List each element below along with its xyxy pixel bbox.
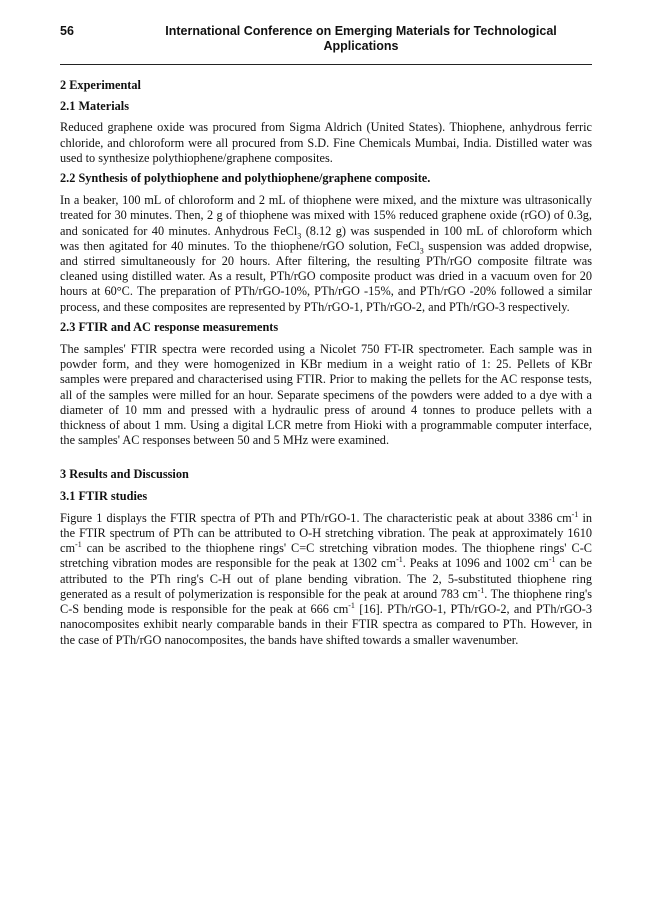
subsection-heading-synthesis: 2.2 Synthesis of polythiophene and polythiophene/graphene composite. (60, 171, 431, 186)
section-heading-results: 3 Results and Discussion (60, 467, 189, 482)
document-body (60, 78, 592, 648)
subscript: 3 (297, 231, 302, 241)
paragraph-synthesis: In a beaker, 100 mL of chloroform and 2 mL of thiophene were mixed, and the mixture was ultrasonically treated for 30 minutes. Then, 2 g of thiophene was mixed with 15% reduced graphene oxide (rGO) of 0.3g, and sonicated for 40 minutes. Anhydrous FeCl$_3$ (8.12 g) was suspended in 100 mL of chloroform which was then agitated for 40 minutes. To the thiophene/rGO solution, FeCl$_3$ suspension was added dropwise, and stirred simultaneously for 20 hours. After filtering, the resulting PTh/rGO composite filtrate was cleaned using distilled water. As a result, PTh/rGO composite product was dried in a vacuum oven for 20 hours at 60°C. The preparation of PTh/rGO-10%, PTh/rGO -15%, and PTh/rGO -20% followed a similar process, and these composites are represented by PTh/rGO-1, PTh/rGO-2, and PTh/rGO-3 respectively. (60, 193, 592, 314)
paragraph-ftir-ac: The samples' FTIR spectra were recorded using a Nicolet 750 FT-IR spectrometer. Each sample was in powder form, and they were homogenized in KBr medium in a weight ratio of 1: 25. Pellets of KBr samples were prepared and characterised using FTIR. Prior to making the pellets for the AC response tests, all of the samples were milled for an hour. Separate specimens of the powders were added to a dye with a diameter of 10 mm and pressed with a hydraulic press of around 4 tonnes to produce pellets with a thickness of about 1 mm. Using a digital LCR metre from Hioki with a programmable computer interface, the samples' AC responses between 50 and 5 MHz were examined. (60, 342, 592, 448)
subsection-heading-ftir-ac: 2.3 FTIR and AC response measurements (60, 319, 279, 334)
running-header (60, 24, 592, 62)
subsection-heading-ftir-studies: 3.1 FTIR studies (60, 488, 148, 503)
subscript: 3 (419, 246, 424, 256)
conference-title: International Conference on Emerging Materials for Technological Applications (165, 24, 557, 53)
section-heading-experimental: 2 Experimental (60, 78, 141, 92)
paragraph-materials: Reduced graphene oxide was procured from Sigma Aldrich (United States). Thiophene, anhydrous ferric chloride, and chloroform were all procured from S.D. Fine Chemicals Mumbai, India. Distilled water was used to synthesize polythiophene/graphene composites. (60, 120, 592, 165)
page-number: 56 (60, 24, 74, 38)
paragraph-ftir-studies: Figure 1 displays the FTIR spectra of PTh and PTh/rGO-1. The characteristic peak at about 3386 $cm^{-1}$ in the FTIR spectrum of PTh can be attributed to O-H stretching vibration. The peak at approximately 1610 $cm^{-1}$ can be ascribed to the thiophene rings' C=C stretching vibration modes. The thiophene rings' C-C stretching vibration modes are responsible for the peak at 1302 $cm^{-1}$. Peaks at 1096 and 1002 $cm^{-1}$ can be attributed to the PTh ring's C-H out of plane bending vibration. The 2, 5-substituted thiophene ring generated as a result of polymerization is responsible for the peak at around 783 $cm^{-1}$. The thiophene ring's C-S bending mode is responsible for the peak at 666 $cm^{-1}$ [16]. PTh/rGO-1, PTh/rGO-2, and PTh/rGO-3 nanocomposites exhibit nearly comparable bands in their FTIR spectra as compared to PTh. However, in the case of PTh/rGO nanocomposites, the bands have shifted towards a smaller wavenumber. (60, 509, 593, 647)
header-rule (60, 64, 592, 65)
subsection-heading-materials: 2.1 Materials (60, 99, 129, 114)
